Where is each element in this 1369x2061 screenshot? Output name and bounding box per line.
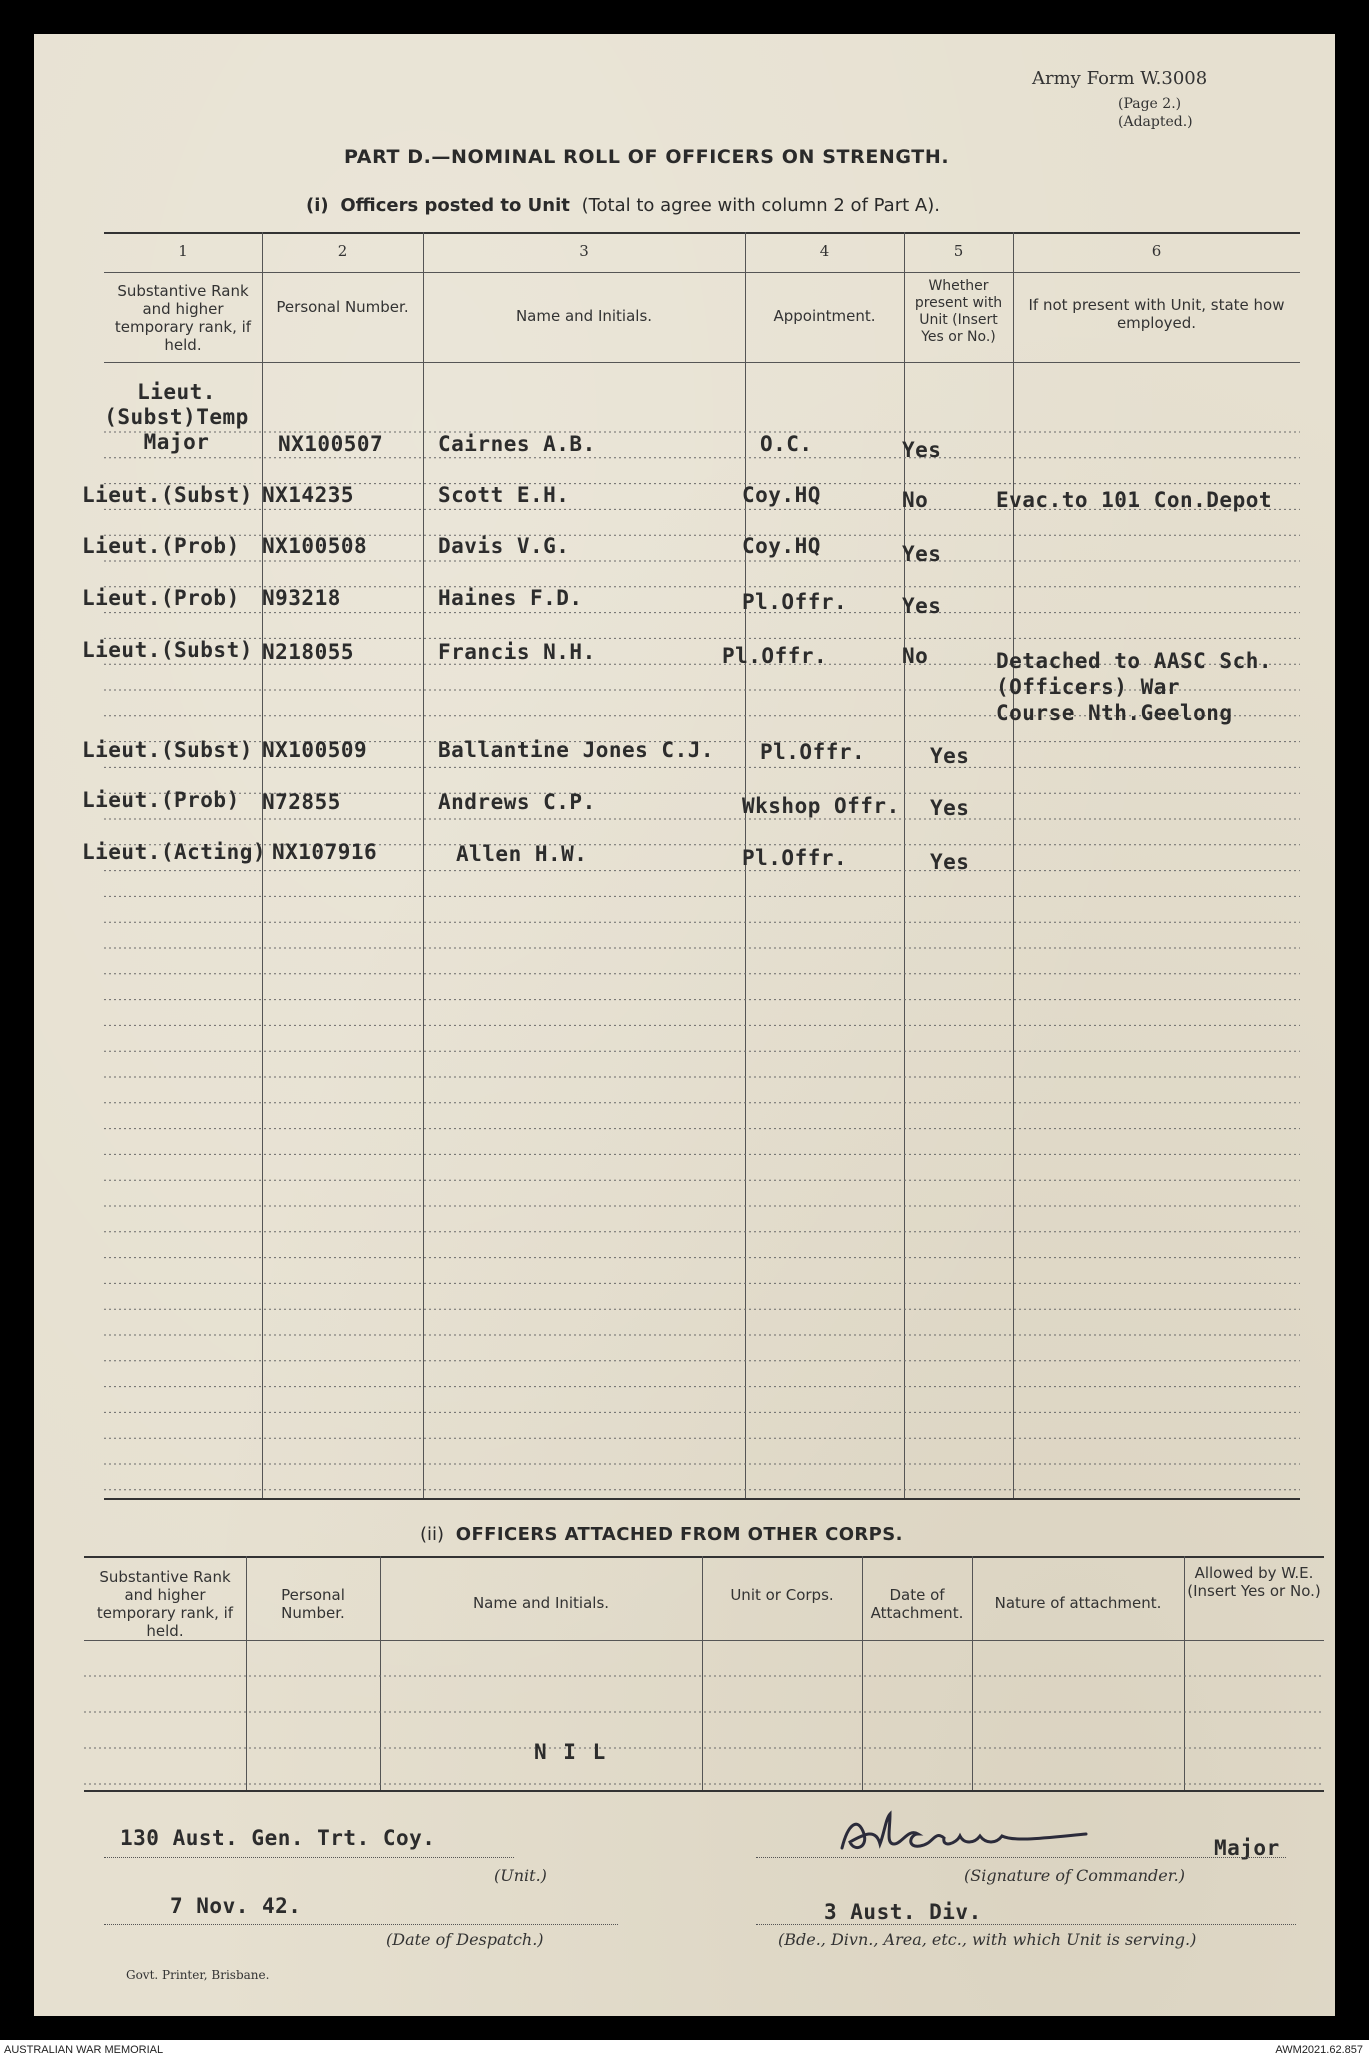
row-4-rank: Lieut.(Prob) [82, 586, 240, 610]
row-3-present: Yes [902, 542, 942, 566]
archive-institution: AUSTRALIAN WAR MEMORIAL [4, 2044, 164, 2056]
row-2-employment: Evac.to 101 Con.Depot [996, 488, 1273, 512]
row-7-present: Yes [930, 796, 970, 820]
row-8-appointment: Pl.Offr. [742, 846, 848, 870]
row-6-number: NX100509 [262, 738, 368, 762]
row-7-rank: Lieut.(Prob) [82, 788, 240, 812]
row-8-rank: Lieut.(Acting) [82, 840, 267, 864]
row-4-number: N93218 [262, 586, 341, 610]
attached-header-unit: Unit or Corps. [730, 1586, 834, 1604]
section-one-number: (i) [306, 195, 329, 216]
column-number: 3 [579, 242, 589, 260]
despatch-date-value: 7 Nov. 42. [170, 1894, 302, 1918]
commander-signature-label: (Signature of Commander.) [964, 1866, 1185, 1885]
row-4-name: Haines F.D. [438, 586, 583, 610]
section-one-title: Officers posted to Unit [340, 195, 570, 216]
row-3-appointment: Coy.HQ [742, 534, 821, 558]
row-5-name: Francis N.H. [438, 640, 596, 664]
section-two-title: OFFICERS ATTACHED FROM OTHER CORPS. [455, 1524, 903, 1545]
formation-value: 3 Aust. Div. [824, 1900, 982, 1924]
form-adapted-note: (Adapted.) [1118, 114, 1193, 130]
section-one-note: (Total to agree with column 2 of Part A). [581, 195, 940, 216]
row-2-number: NX14235 [262, 483, 355, 507]
row-6-present: Yes [930, 744, 970, 768]
attached-header-date: Date of Attachment. [870, 1586, 964, 1622]
row-8-number: NX107916 [272, 840, 378, 864]
commander-signature [824, 1804, 1104, 1864]
attached-header-name: Name and Initials. [472, 1594, 610, 1612]
attached-header-rank: Substantive Rank and higher temporary rank, if held. [96, 1568, 234, 1640]
formation-label: (Bde., Divn., Area, etc., with which Unit is serving.) [778, 1930, 1197, 1949]
header-name: Name and Initials. [515, 307, 653, 325]
row-7-number: N72855 [262, 790, 341, 814]
column-number: 2 [337, 242, 348, 260]
unit-label: (Unit.) [494, 1866, 547, 1885]
row-7-appointment: Wkshop Offr. [742, 794, 900, 818]
row-5-appointment: Pl.Offr. [722, 644, 828, 668]
header-appointment: Appointment. [773, 307, 876, 325]
row-3-number: NX100508 [262, 534, 368, 558]
row-5-employment: Detached to AASC Sch. (Officers) War Course Nth.Geelong [996, 649, 1273, 725]
row-8-present: Yes [930, 850, 970, 874]
section-two-number: (ii) [420, 1524, 445, 1545]
attached-ruled-lines [84, 1640, 1324, 1790]
archive-accession-number: AWM2021.62.857 [1275, 2044, 1363, 2056]
column-number: 5 [953, 242, 964, 260]
row-2-name: Scott E.H. [438, 483, 570, 507]
row-8-name: Allen H.W. [456, 842, 588, 866]
attached-header-allowed: Allowed by W.E. (Insert Yes or No.) [1187, 1564, 1321, 1600]
row-6-name: Ballantine Jones C.J. [438, 738, 715, 762]
row-1-rank: Lieut. (Subst)Temp Major [104, 380, 249, 454]
unit-value: 130 Aust. Gen. Trt. Coy. [120, 1826, 436, 1850]
row-1-number: NX100507 [278, 432, 384, 456]
despatch-date-label: (Date of Despatch.) [386, 1930, 544, 1949]
row-2-appointment: Coy.HQ [742, 483, 821, 507]
attached-nil-entry: N I L [534, 1740, 608, 1764]
row-3-name: Davis V.G. [438, 534, 570, 558]
row-4-appointment: Pl.Offr. [742, 590, 848, 614]
archive-footer [0, 2040, 1369, 2061]
page-title: PART D.—NOMINAL ROLL OF OFFICERS ON STRENGTH. [344, 146, 950, 168]
ruled-lines [104, 362, 1300, 1498]
row-1-appointment: O.C. [760, 432, 813, 456]
row-3-rank: Lieut.(Prob) [82, 534, 240, 558]
row-5-present: No [902, 644, 929, 668]
header-present: Whether present with Unit (Insert Yes or No.) [914, 278, 1003, 345]
header-employment: If not present with Unit, state how employed. [1028, 296, 1285, 332]
form-page-number: (Page 2.) [1118, 96, 1182, 112]
row-4-present: Yes [902, 594, 942, 618]
printer-imprint: Govt. Printer, Brisbane. [126, 1968, 270, 1982]
row-5-number: N218055 [262, 640, 355, 664]
row-2-rank: Lieut.(Subst) [82, 483, 253, 507]
row-6-appointment: Pl.Offr. [760, 740, 866, 764]
row-6-rank: Lieut.(Subst) [82, 738, 253, 762]
row-2-present: No [902, 488, 929, 512]
column-number: 4 [819, 242, 830, 260]
header-personal-number: Personal Number. [276, 298, 409, 316]
attached-header-nature: Nature of attachment. [994, 1594, 1162, 1612]
row-5-rank: Lieut.(Subst) [82, 638, 253, 662]
row-1-present: Yes [902, 438, 942, 462]
header-rank: Substantive Rank and higher temporary rank, if held. [114, 282, 252, 354]
section-two-heading [420, 1524, 903, 1545]
column-number: 6 [1151, 242, 1162, 260]
column-number: 1 [178, 242, 188, 260]
attached-header-number: Personal Number. [281, 1586, 345, 1622]
commander-rank: Major [1214, 1836, 1280, 1860]
row-7-name: Andrews C.P. [438, 790, 596, 814]
row-1-name: Cairnes A.B. [438, 432, 596, 456]
section-one-heading [306, 195, 940, 216]
army-form-number: Army Form W.3008 [1032, 68, 1208, 89]
document-page [34, 34, 1335, 2016]
